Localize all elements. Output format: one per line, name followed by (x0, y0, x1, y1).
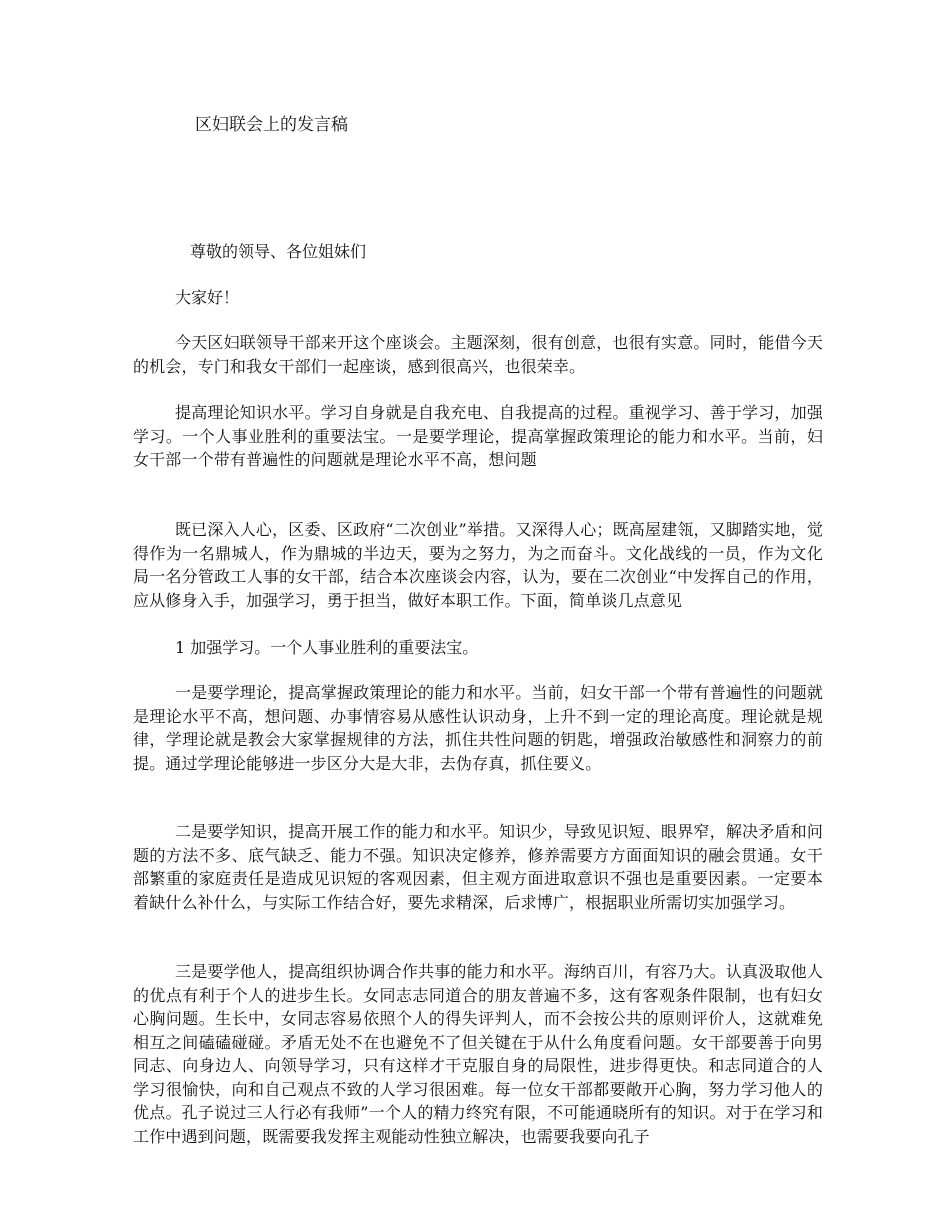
point-heading: 1 加强学习。一个人事业胜利的重要法宝。 (175, 638, 479, 657)
salutation: 尊敬的领导、各位姐妹们 (190, 242, 367, 261)
greeting: 大家好！ (175, 288, 240, 307)
paragraph-learn-others: 三是要学他人，提高组织协调合作共事的能力和水平。海纳百川，有容乃大。认真汲取他人的优点有利于个人的进步生长。女同志志同道合的朋友普遍不多，这有客观条件限制，也有妇女心胸问题。生长中，女同志容易依照个人的得失评判人，而不会按公共的原则评价人，这就难免相互之间磕磕碰碰。矛盾无处不在也避免不了但关键在于从什么角度看问题。女干部要善于向男同志、向身边人、向领导学习，只有这样才干克服自身的局限性，进步得更快。和志同道合的人学习很愉快，向和自己观点不致的人学习很困难。每一位女干部都要敞开心胸，努力学习他人的优点。孔子说过三人行必有我师”一个人的精力终究有限，不可能通晓所有的知识。对于在学习和工作中遇到问题，既需要我发挥主观能动性独立解决，也需要我要向孔子 (133, 962, 823, 1146)
paragraph-second-venture: 既已深入人心，区委、区政府“二次创业”举措。又深得人心；既高屋建瓴，又脚踏实地，觉得作为一名鼎城人，作为鼎城的半边天，要为之努力，为之而奋斗。文化战线的一员，作为文化局一名分管政工人事的女干部，结合本次座谈会内容，认为，要在二次创业“中发挥自己的作用，应从修身入手，加强学习，勇于担当，做好本职工作。下面，简单谈几点意见 (133, 520, 823, 610)
paragraph-opening: 今天区妇联领导干部来开这个座谈会。主题深刻，很有创意，也很有实意。同时，能借今天的机会，专门和我女干部们一起座谈，感到很高兴，也很荣幸。 (133, 333, 823, 376)
paragraph-learn-theory: 一是要学理论，提高掌握政策理论的能力和水平。当前，妇女干部一个带有普遍性的问题就是理论水平不高，想问题、办事情容易从感性认识动身，上升不到一定的理论高度。理论就是规律，学理论就是教会大家掌握规律的方法，抓住共性问题的钥匙，增强政治敏感性和洞察力的前提。通过学理论能够进一步区分大是大非，去伪存真，抓住要义。 (133, 683, 823, 773)
document-title: 区妇联会上的发言稿 (195, 115, 348, 135)
paragraph-theory: 提高理论知识水平。学习自身就是自我充电、自我提高的过程。重视学习、善于学习，加强学习。一个人事业胜利的重要法宝。一是要学理论，提高掌握政策理论的能力和水平。当前，妇女干部一个带有普遍性的问题就是理论水平不高，想问题 (133, 403, 823, 469)
paragraph-learn-knowledge: 二是要学知识，提高开展工作的能力和水平。知识少，导致见识短、眼界窄，解决矛盾和问题的方法不多、底气缺乏、能力不强。知识决定修养，修养需要方方面面知识的融会贯通。女干部繁重的家庭责任是造成见识短的客观因素，但主观方面进取意识不强也是重要因素。一定要本着缺什么补什么，与实际工作结合好，要先求精深，后求博广，根据职业所需切实加强学习。 (133, 822, 823, 912)
